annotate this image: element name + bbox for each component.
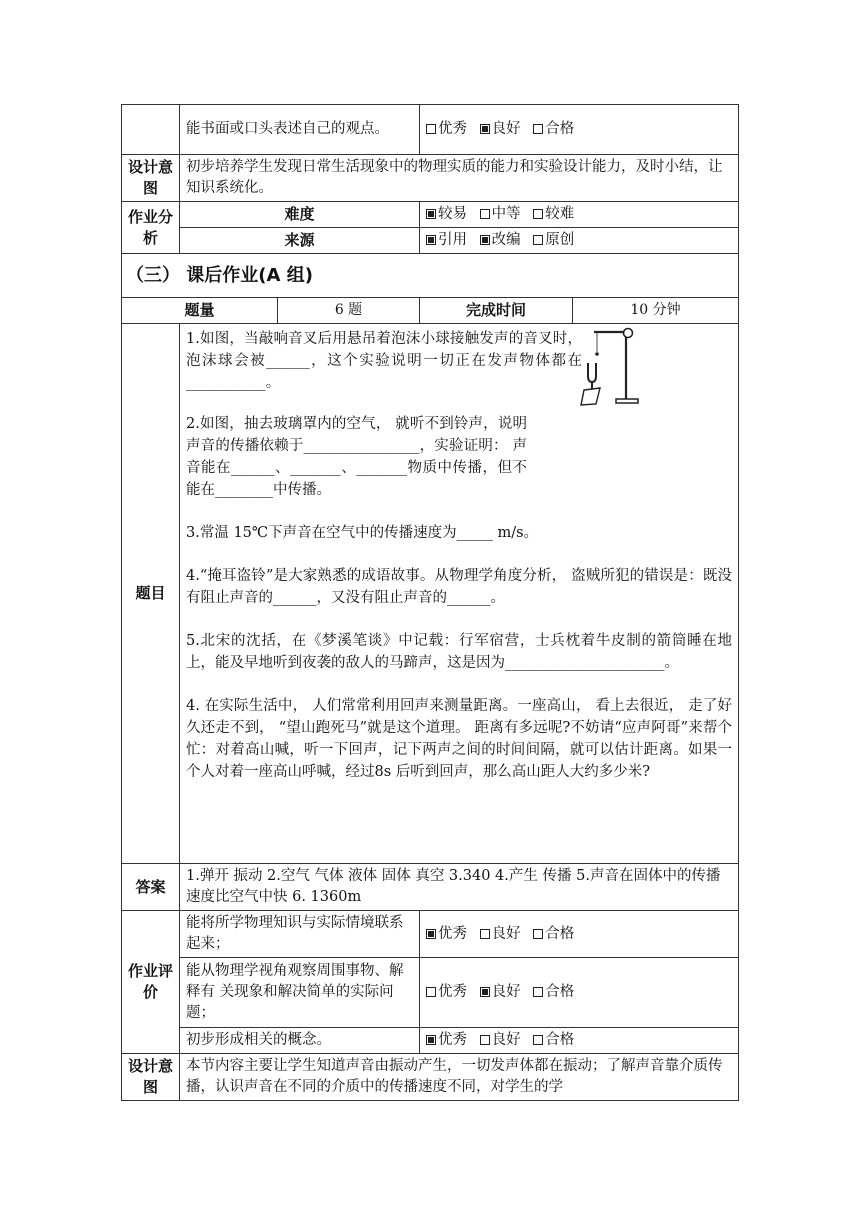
checkbox-icon[interactable] <box>533 209 543 219</box>
answers-text: 1.弹开 振动 2.空气 气体 液体 固体 真空 3.340 4.产生 传播 5.声音在固体中的传播速度比空气中快 6. 1360m <box>180 864 739 911</box>
evaluation-text: 能将所学物理知识与实际情境联系起来； <box>180 911 420 958</box>
difficulty-option[interactable]: 较难 <box>533 206 574 222</box>
checkbox-checked-icon[interactable] <box>480 987 490 997</box>
rating-option[interactable]: 优秀 <box>426 984 467 1000</box>
section-title-row <box>122 254 739 298</box>
question-count-label: 题量 <box>122 298 278 324</box>
checkbox-checked-icon[interactable] <box>426 929 436 939</box>
checkbox-icon[interactable] <box>480 929 490 939</box>
design-intent-text: 初步培养学生发现日常生活现象中的物理实质的能力和实验设计能力，及时小结，让知识系统化。 <box>180 155 739 202</box>
question-5: 5.北宋的沈括，在《梦溪笔谈》中记载：行军宿营，士兵枕着牛皮制的箭筒睡在地上，能及早地听到夜袭的敌人的马蹄声，这是因为______________________。 <box>186 633 732 671</box>
difficulty-label: 难度 <box>180 202 420 228</box>
checkbox-checked-icon[interactable] <box>480 235 490 245</box>
checkbox-checked-icon[interactable] <box>426 235 436 245</box>
rating-option[interactable]: 良好 <box>480 926 521 942</box>
analysis-label: 作业分析 <box>122 202 180 254</box>
difficulty-options <box>420 202 739 228</box>
meta-row <box>122 298 739 324</box>
checkbox-checked-icon[interactable] <box>480 124 490 134</box>
checkbox-icon[interactable] <box>426 987 436 997</box>
evaluation-rating <box>420 911 739 958</box>
section-title: （三） 课后作业(A 组) <box>122 254 739 298</box>
checkbox-checked-icon[interactable] <box>426 1035 436 1045</box>
rating-option[interactable]: 良好 <box>480 1032 521 1048</box>
checkbox-icon[interactable] <box>533 1035 543 1045</box>
rating-option[interactable]: 合格 <box>533 984 574 1000</box>
rating-option[interactable]: 优秀 <box>426 926 467 942</box>
source-options <box>420 228 739 254</box>
design-intent-label: 设计意图 <box>122 155 180 202</box>
evaluation-text: 初步形成相关的概念。 <box>180 1028 420 1054</box>
evaluation-rating <box>420 958 739 1028</box>
evaluation-row <box>122 1028 739 1054</box>
source-row <box>122 228 739 254</box>
rating-option[interactable]: 合格 <box>533 1032 574 1048</box>
checkbox-icon[interactable] <box>533 987 543 997</box>
evaluation-rating <box>420 1028 739 1054</box>
question-1: 1.如图，当敲响音叉后用悬吊着泡沫小球接触发声的音叉时，泡沫球会被______，这个实验说明一切正在发声物体都在___________。 <box>186 331 582 391</box>
question-count-value: 6 题 <box>278 298 420 324</box>
source-option[interactable]: 引用 <box>426 232 467 248</box>
questions-label: 题目 <box>122 324 180 864</box>
checkbox-checked-icon[interactable] <box>426 209 436 219</box>
questions-cell <box>180 324 739 864</box>
final-design-row <box>122 1054 739 1101</box>
rating-option[interactable]: 合格 <box>533 121 574 137</box>
top-eval-row <box>122 105 739 155</box>
top-eval-label-cell <box>122 105 180 155</box>
rating-option[interactable]: 良好 <box>480 121 521 137</box>
answers-row <box>122 864 739 911</box>
homework-design-table <box>121 104 739 1101</box>
answers-label: 答案 <box>122 864 180 911</box>
top-eval-rating <box>420 105 739 155</box>
rating-option[interactable]: 合格 <box>533 926 574 942</box>
final-design-text: 本节内容主要让学生知道声音由振动产生，一切发声体都在振动；了解声音靠介质传播，认识声音在不同的介质中的传播速度不同，对学生的学 <box>180 1054 739 1101</box>
source-label: 来源 <box>180 228 420 254</box>
design-intent-row <box>122 155 739 202</box>
checkbox-icon[interactable] <box>533 235 543 245</box>
question-6: 4. 在实际生活中， 人们常常利用回声来测量距离。一座高山， 看上去很近， 走了好久还走不到， “望山跑死马”就是这个道理。 距离有多远呢?不妨请“应声阿哥”来帮个忙：对着高山喊，听一下回声，记下两声之间的时间间隔，就可以估计距离。如果一个人对着一座高山呼喊，经过8s 后听到回声，那么高山距人大约多少米? <box>186 698 732 780</box>
evaluation-row <box>122 958 739 1028</box>
difficulty-option[interactable]: 中等 <box>480 206 521 222</box>
tuning-fork-apparatus-figure <box>580 326 650 408</box>
evaluation-text: 能从物理学视角观察周围事物、解释有 关现象和解决简单的实际问题； <box>180 958 420 1028</box>
source-option[interactable]: 改编 <box>480 232 521 248</box>
checkbox-icon[interactable] <box>533 929 543 939</box>
evaluation-row <box>122 911 739 958</box>
question-2: 2.如图，抽去玻璃罩内的空气， 就听不到铃声，说明声音的传播依赖于________________，实验证明： 声音能在______、_______、_______物质中传播，但不能在________中传播。 <box>186 416 527 498</box>
completion-time-value: 10 分钟 <box>573 298 739 324</box>
rating-option[interactable]: 优秀 <box>426 1032 467 1048</box>
completion-time-label: 完成时间 <box>420 298 573 324</box>
question-4: 4.“掩耳盗铃”是大家熟悉的成语故事。从物理学角度分析， 盗贼所犯的错误是：既没有阻止声音的______，又没有阻止声音的______。 <box>186 568 732 606</box>
final-design-label: 设计意图 <box>122 1054 180 1101</box>
checkbox-icon[interactable] <box>480 1035 490 1045</box>
checkbox-icon[interactable] <box>533 124 543 134</box>
source-option[interactable]: 原创 <box>533 232 574 248</box>
checkbox-icon[interactable] <box>480 209 490 219</box>
questions-row <box>122 324 739 864</box>
question-3: 3.常温 15℃下声音在空气中的传播速度为_____ m/s。 <box>186 525 539 541</box>
difficulty-option[interactable]: 较易 <box>426 206 467 222</box>
rating-option[interactable]: 优秀 <box>426 121 467 137</box>
evaluation-label: 作业评价 <box>122 911 180 1054</box>
top-eval-text: 能书面或口头表述自己的观点。 <box>180 105 420 155</box>
rating-option[interactable]: 良好 <box>480 984 521 1000</box>
checkbox-icon[interactable] <box>426 124 436 134</box>
difficulty-row <box>122 202 739 228</box>
